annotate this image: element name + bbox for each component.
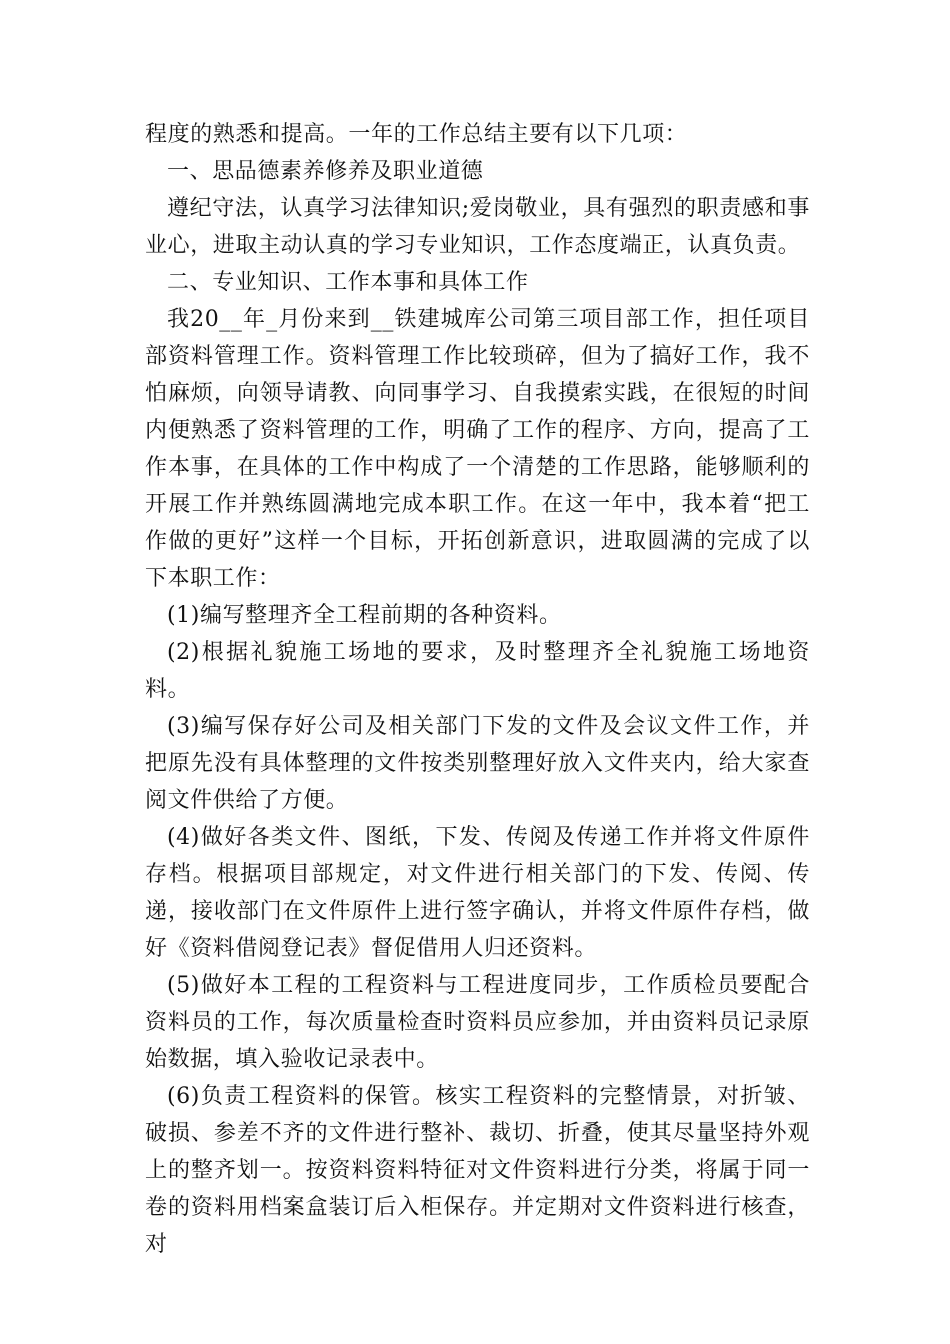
heading-section-2: 二、专业知识、工作本事和具体工作 — [167, 270, 529, 295]
list-item-4: (4)做好各类文件、图纸，下发、传阅及传递工作并将文件原件存档。根据项目部规定，对文件进行相关部门的下发、传阅、传递，接收部门在文件原件上进行签字确认，并将文件原件存档，做好《资料借阅登记表》督促借用人归还资料。 — [145, 825, 810, 961]
paragraph-ethics: 遵纪守法，认真学习法律知识;爱岗敬业，具有强烈的职责感和事业心，进取主动认真的学习专业知识，工作态度端正，认真负责。 — [145, 196, 810, 258]
list-item-2: (2)根据礼貌施工场地的要求，及时整理齐全礼貌施工场地资料。 — [145, 640, 810, 702]
heading-section-1: 一、思品德素养修养及职业道德 — [167, 159, 484, 184]
list-item-5: (5)做好本工程的工程资料与工程进度同步，工作质检员要配合资料员的工作，每次质量检查时资料员应参加，并由资料员记录原始数据，填入验收记录表中。 — [145, 973, 810, 1072]
list-item-6: (6)负责工程资料的保管。核实工程资料的完整情景，对折皱、破损、参差不齐的文件进行整补、裁切、折叠，使其尽量坚持外观上的整齐划一。按资料资料特征对文件资料进行分类，将属于同一卷的资料用档案盒装订后入柜保存。并定期对文件资料进行核查，对 — [145, 1084, 810, 1257]
paragraph-intro: 程度的熟悉和提高。一年的工作总结主要有以下几项： — [145, 122, 688, 147]
list-item-1: (1)编写整理齐全工程前期的各种资料。 — [167, 603, 562, 628]
paragraph-work-overview: 我20__年_月份来到__铁建城库公司第三项目部工作，担任项目部资料管理工作。资料管理工作比较琐碎，但为了搞好工作，我不怕麻烦，向领导请教、向同事学习、自我摸索实践，在很短的时间内便熟悉了资料管理的工作，明确了工作的程序、方向，提高了工作本事，在具体的工作中构成了一个清楚的工作思路，能够顺利的开展工作并熟练圆满地完成本职工作。在这一年中，我本着“把工作做的更好”这样一个目标，开拓创新意识，进取圆满的完成了以下本职工作： — [145, 307, 810, 591]
list-item-3: (3)编写保存好公司及相关部门下发的文件及会议文件工作，并把原先没有具体整理的文件按类别整理好放入文件夹内，给大家查阅文件供给了方便。 — [145, 714, 810, 813]
document-body — [145, 116, 810, 1263]
